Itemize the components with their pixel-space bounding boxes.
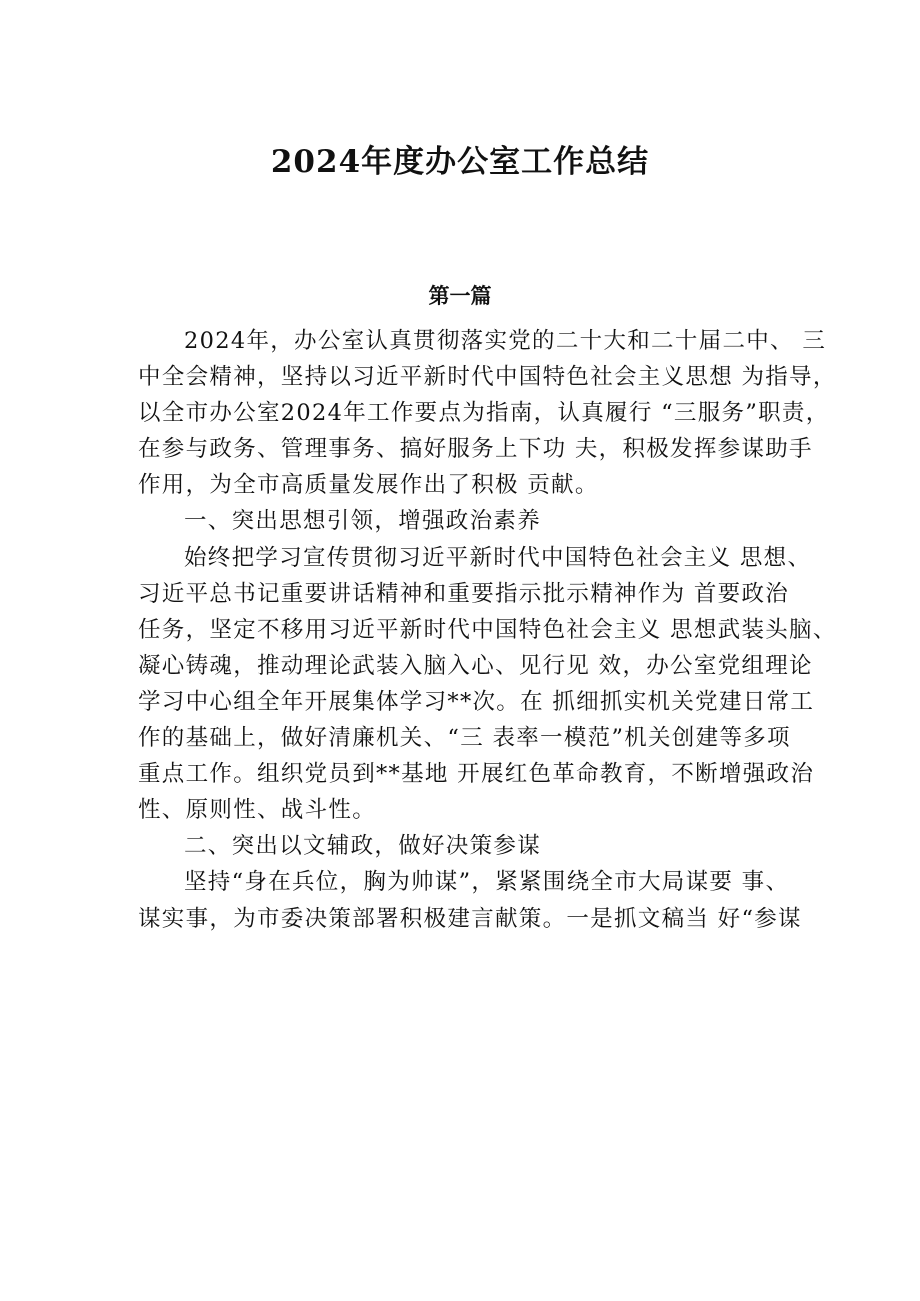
document-body <box>138 323 837 937</box>
paragraph-line: 作用，为全市高质量发展作出了积极 贡献。 <box>138 472 599 499</box>
paragraph-line: 重点工作。组织党员到**基地 开展红色革命教育，不断增强政治 <box>138 761 815 788</box>
paragraph-line: 坚持“身在兵位，胸为帅谋”，紧紧围绕全市大局谋要 事、 <box>184 869 790 896</box>
subheading-line: 一、突出思想引领，增强政治素养 <box>184 508 542 535</box>
paragraph-line: 学习中心组全年开展集体学习**次。在 抓细抓实机关党建日常工 <box>138 688 815 715</box>
paragraph-line: 性、原则性、战斗性。 <box>138 797 377 824</box>
document-title: 2024年度办公室工作总结 <box>270 144 650 180</box>
section-heading: 第一篇 <box>428 284 492 308</box>
paragraph-line: 作的基础上，做好清廉机关、“三 表率一模范”机关创建等多项 <box>138 725 791 752</box>
paragraph-line: 谋实事，为市委决策部署积极建言献策。一是抓文稿当 好“参谋 <box>138 905 802 932</box>
paragraph-line: 任务，坚定不移用习近平新时代中国特色社会主义 思想武装头脑、 <box>138 616 837 643</box>
paragraph-line: 习近平总书记重要讲话精神和重要指示批示精神作为 首要政治 <box>138 580 790 607</box>
paragraph-line: 始终把学习宣传贯彻习近平新时代中国特色社会主义 思想、 <box>184 544 812 571</box>
paragraph-line: 中全会精神，坚持以习近平新时代中国特色社会主义思想 为指导， <box>138 364 837 391</box>
paragraph-line: 以全市办公室2024年工作要点为指南，认真履行 “三服务”职责， <box>138 400 830 427</box>
paragraph-line: 在参与政务、管理事务、搞好服务上下功 夫，积极发挥参谋助手 <box>138 436 813 463</box>
paragraph-line: 2024年，办公室认真贯彻落实党的二十大和二十届二中、 三 <box>184 328 827 354</box>
subheading-line: 二、突出以文辅政，做好决策参谋 <box>184 833 542 860</box>
paragraph-line: 凝心铸魂，推动理论武装入脑入心、见行见 效，办公室党组理论 <box>138 652 813 679</box>
